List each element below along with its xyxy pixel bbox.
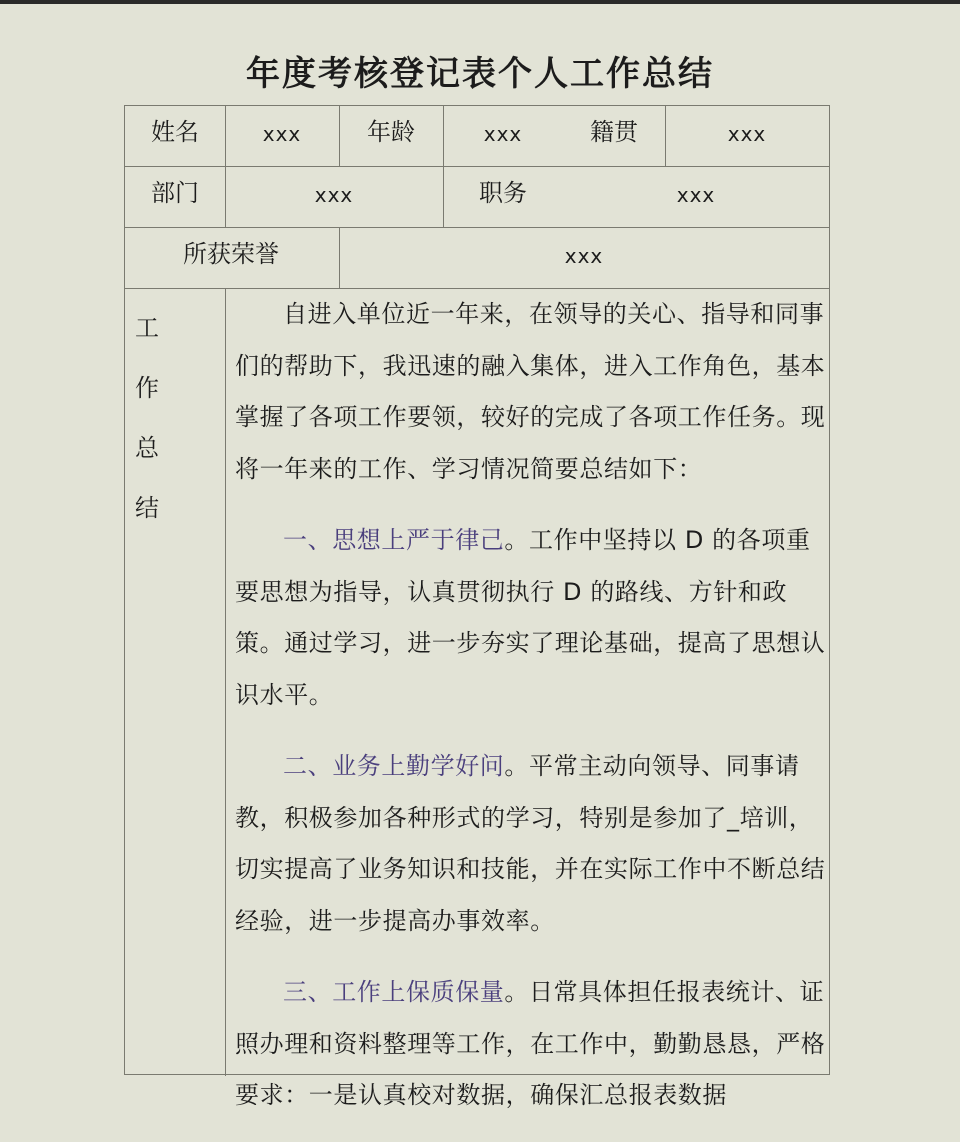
section-3-text: 。日常具体担任报表统计、证照办理和资料整理等工作，在工作中，勤勤恳恳，严格要求：一是认真校对数据，确保汇总报表数据: [235, 978, 826, 1109]
work-summary-label: [135, 298, 159, 538]
col-divider: [339, 227, 340, 288]
col-divider: [665, 106, 666, 166]
native-place-label: 籍贯: [590, 118, 638, 146]
registration-form: [124, 105, 830, 1109]
top-edge: [0, 0, 960, 4]
section-1-heading: 一、思想上严于律己: [283, 526, 505, 554]
side-char: 总: [135, 434, 159, 462]
work-summary-text: [235, 289, 827, 1142]
col-divider: [225, 288, 226, 1076]
position-value: xxx: [676, 183, 716, 207]
intro-paragraph: 自进入单位近一年来，在领导的关心、指导和同事们的帮助下，我迅速的融入集体，进入工作角色，基本掌握了各项工作要领，较好的完成了各项工作任务。现将一年来的工作、学习情况简要总结如下：: [235, 300, 826, 483]
side-char: 工: [135, 314, 159, 342]
position-label: 职务: [479, 179, 527, 207]
age-value: xxx: [483, 122, 523, 146]
col-divider: [443, 106, 444, 166]
side-char: 作: [135, 374, 159, 402]
col-divider: [225, 106, 226, 166]
section-2: [235, 741, 827, 947]
section-1-text: 。工作中坚持以 D 的各项重要思想为指导，认真贯彻执行 D 的路线、方针和政策。通过学习，进一步夯实了理论基础，提高了思想认识水平。: [235, 526, 826, 709]
section-2-text: 。平常主动向领导、同事请教，积极参加各种形式的学习，特别是参加了_培训，切实提高了业务知识和技能，并在实际工作中不断总结经验，进一步提高办事效率。: [235, 752, 826, 935]
section-2-heading: 二、业务上勤学好问: [283, 752, 505, 780]
row-divider: [125, 227, 829, 228]
section-3-heading: 三、工作上保质保量: [283, 978, 505, 1006]
age-label: 年龄: [367, 118, 415, 146]
page-title: 年度考核登记表个人工作总结: [246, 54, 714, 94]
name-label: 姓名: [151, 118, 199, 146]
col-divider: [225, 166, 226, 227]
honors-value: xxx: [564, 244, 604, 268]
side-char: 结: [135, 494, 159, 522]
section-1: [235, 515, 827, 721]
department-value: xxx: [314, 183, 354, 207]
row-divider: [125, 166, 829, 167]
native-place-value: xxx: [727, 122, 767, 146]
col-divider: [443, 166, 444, 227]
col-divider: [339, 106, 340, 166]
section-3: [235, 967, 827, 1122]
department-label: 部门: [151, 179, 199, 207]
name-value: xxx: [262, 122, 302, 146]
honors-label: 所获荣誉: [183, 240, 279, 268]
